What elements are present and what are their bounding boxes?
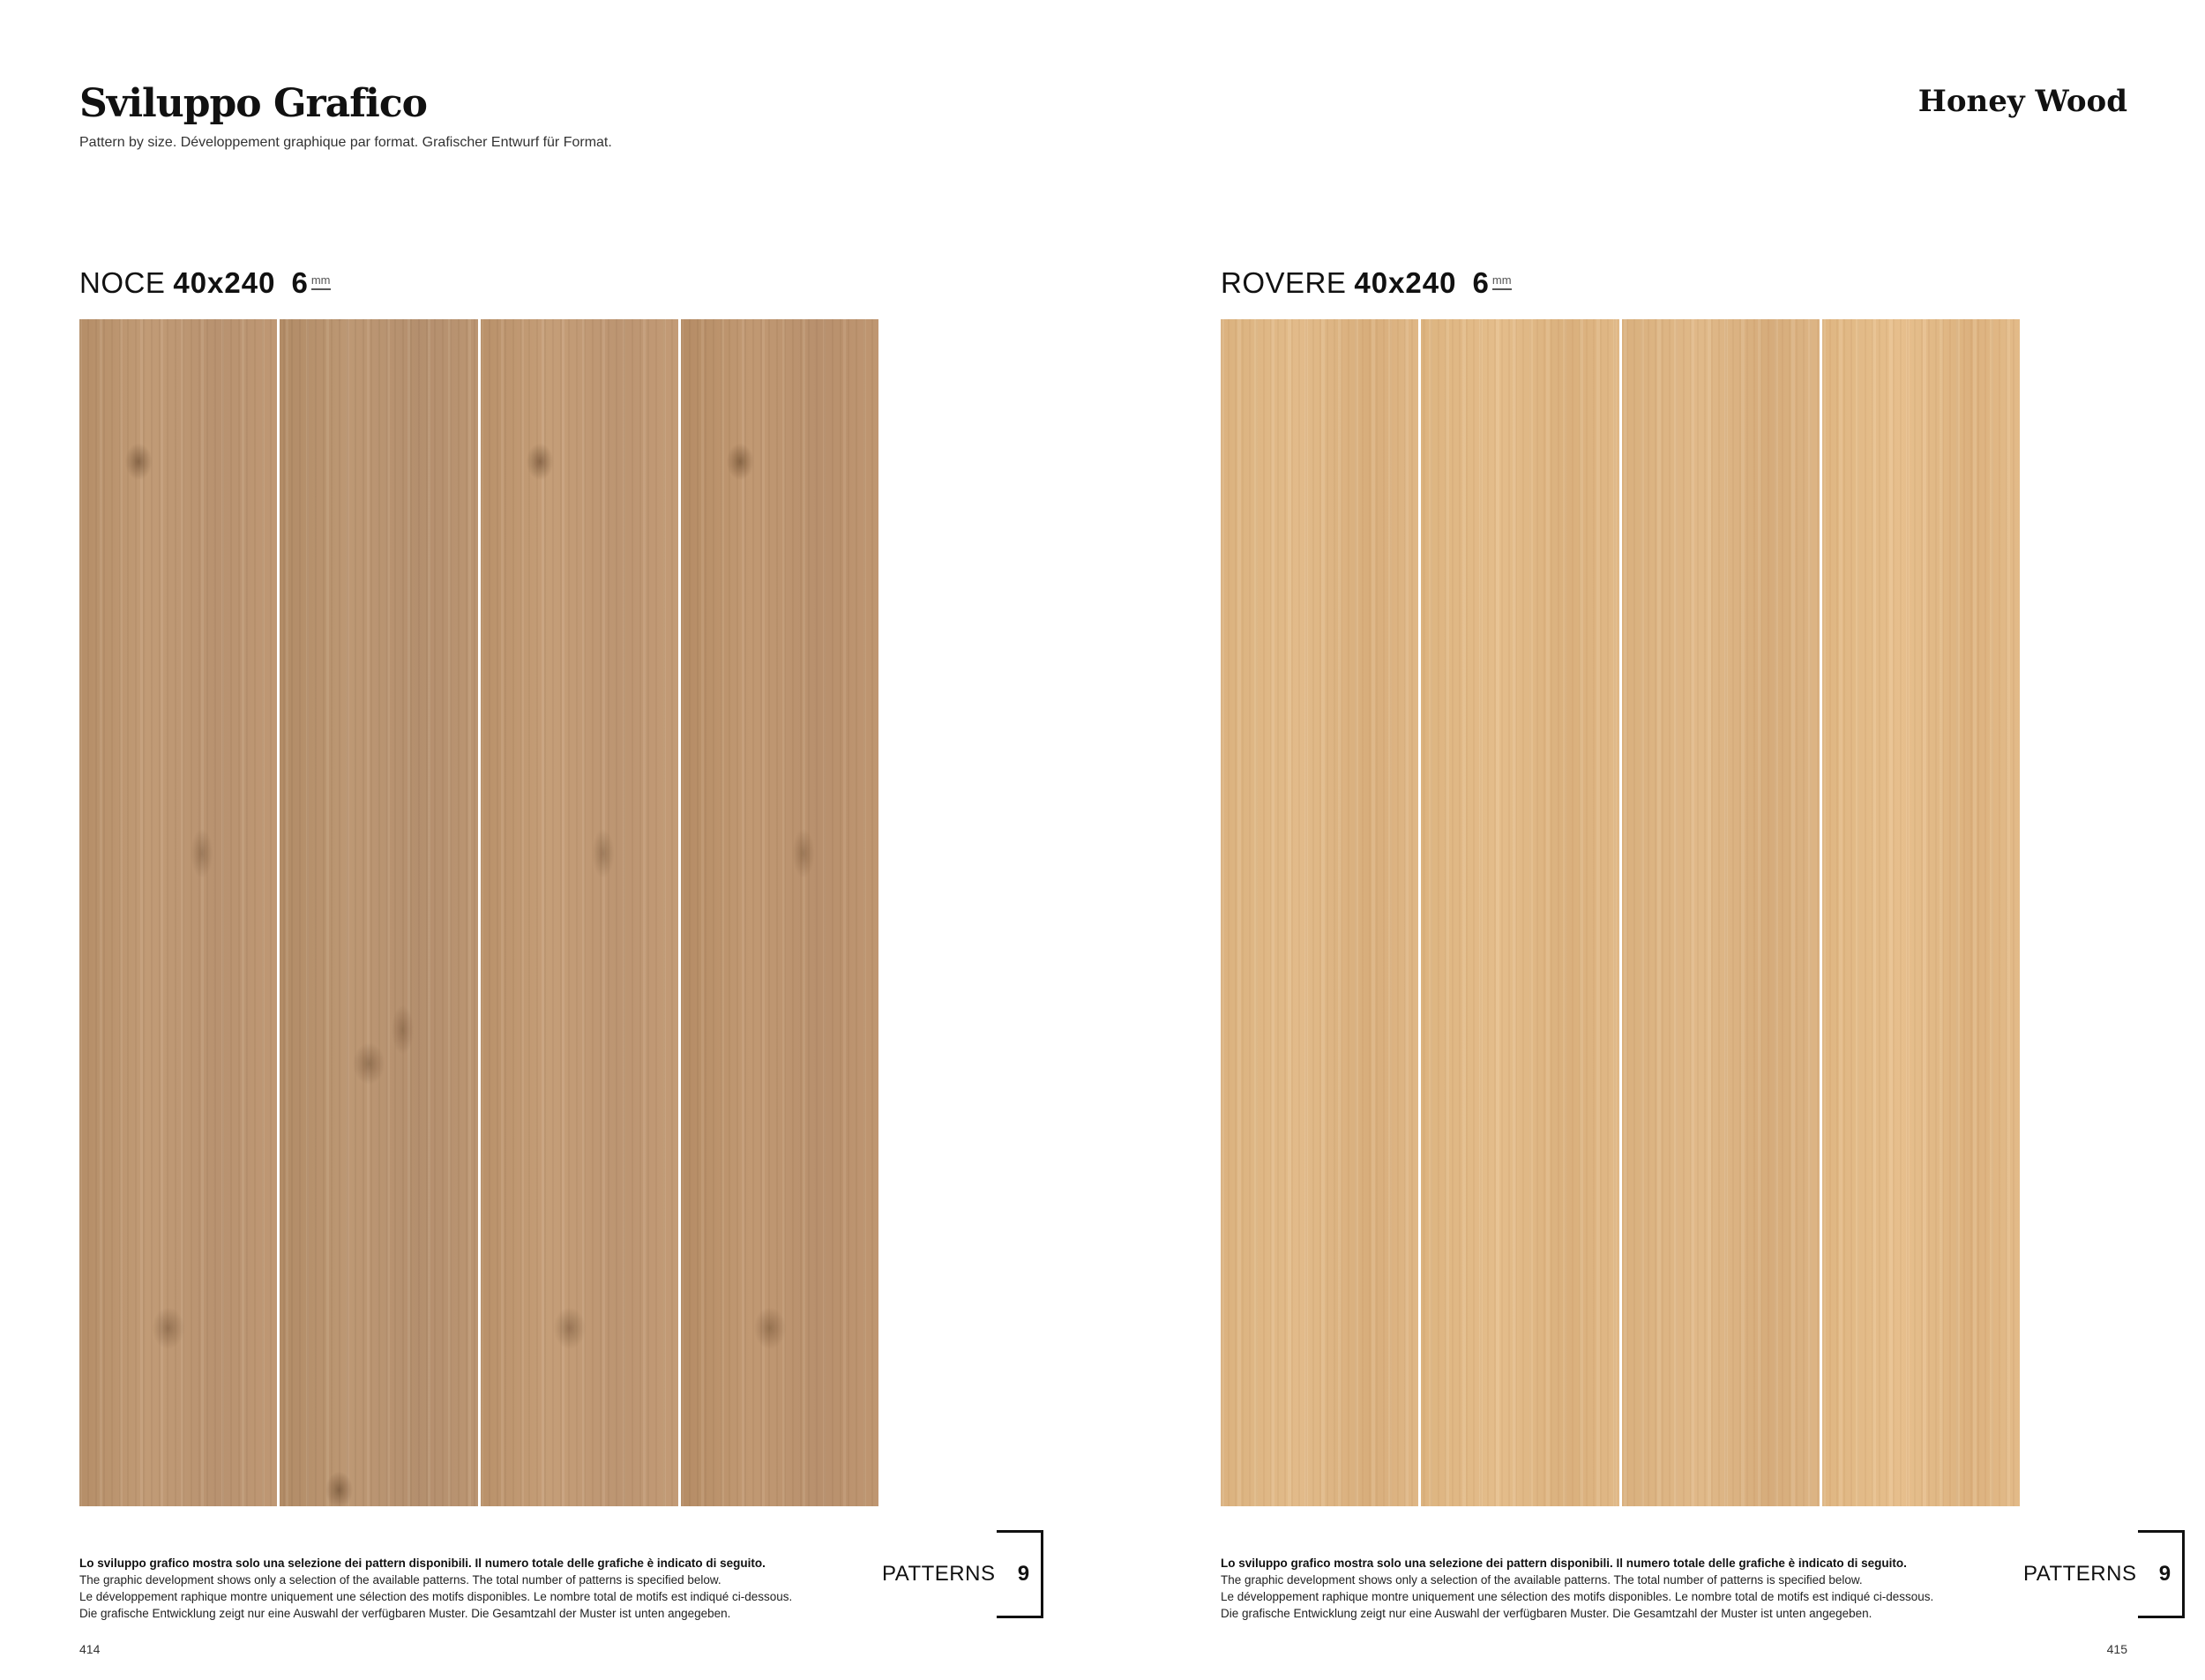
page-title: Sviluppo Grafico (79, 81, 428, 126)
thickness-unit: mm (1492, 274, 1512, 290)
patterns-bracket (1005, 1530, 1043, 1618)
note-fr: Le développement raphique montre uniquement une sélection des motifs disponibles. Le nombre total de motifs est indiqué ci-dessous. (1221, 1590, 1934, 1603)
plank-pattern-1 (1221, 319, 1418, 1506)
page-number: 415 (2106, 1642, 2127, 1656)
finish-name: NOCE (79, 266, 166, 299)
patterns-count-badge (2023, 1530, 2185, 1618)
page-subtitle: Pattern by size. Développement graphique par format. Grafischer Entwurf für Format. (79, 135, 612, 150)
rovere-heading (1221, 266, 1512, 300)
patterns-count-badge (882, 1530, 1043, 1618)
format-size: 40x240 (173, 266, 276, 299)
noce-pattern-preview (79, 319, 878, 1506)
note-en: The graphic development shows only a selection of the available patterns. The total number of patterns is specified below. (79, 1573, 721, 1587)
patterns-count: 9 (2158, 1562, 2171, 1586)
plank-pattern-4 (681, 319, 878, 1506)
note-lead: Lo sviluppo grafico mostra solo una selezione dei pattern disponibili. Il numero totale delle grafiche è indicato di seguito. (79, 1557, 766, 1570)
note-de: Die grafische Entwicklung zeigt nur eine Auswahl der verfügbaren Muster. Die Gesamtzahl der Muster ist unten angegeben. (1221, 1607, 1872, 1620)
note-fr: Le développement raphique montre uniquement une sélection des motifs disponibles. Le nombre total de motifs est indiqué ci-dessous. (79, 1590, 793, 1603)
plank-pattern-2 (280, 319, 477, 1506)
page-number: 414 (79, 1642, 101, 1656)
rovere-pattern-preview (1221, 319, 2020, 1506)
note-de: Die grafische Entwicklung zeigt nur eine Auswahl der verfügbaren Muster. Die Gesamtzahl der Muster ist unten angegeben. (79, 1607, 731, 1620)
pattern-note (1221, 1555, 1979, 1622)
thickness-unit: mm (311, 274, 331, 290)
plank-pattern-4 (1822, 319, 2020, 1506)
note-en: The graphic development shows only a selection of the available patterns. The total number of patterns is specified below. (1221, 1573, 1863, 1587)
patterns-label: PATTERNS (882, 1562, 996, 1586)
thickness-value: 6 (1472, 266, 1489, 299)
note-lead: Lo sviluppo grafico mostra solo una selezione dei pattern disponibili. Il numero totale delle grafiche è indicato di seguito. (1221, 1557, 1907, 1570)
plank-pattern-1 (79, 319, 277, 1506)
plank-pattern-2 (1421, 319, 1618, 1506)
plank-pattern-3 (481, 319, 678, 1506)
patterns-count: 9 (1017, 1562, 1030, 1586)
format-size: 40x240 (1354, 266, 1457, 299)
patterns-label: PATTERNS (2023, 1562, 2137, 1586)
finish-name: ROVERE (1221, 266, 1347, 299)
pattern-note (79, 1555, 838, 1622)
thickness-value: 6 (291, 266, 308, 299)
collection-name: Honey Wood (1917, 84, 2127, 119)
patterns-bracket (2147, 1530, 2185, 1618)
noce-heading (79, 266, 331, 300)
plank-pattern-3 (1622, 319, 1820, 1506)
